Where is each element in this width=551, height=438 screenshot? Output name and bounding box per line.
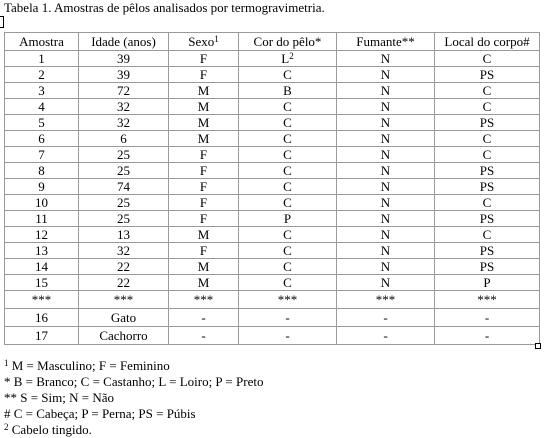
- cell-local-value: PS: [479, 179, 495, 194]
- cell-fumante: [337, 115, 435, 131]
- cell-local: [435, 67, 540, 83]
- samples-table: [4, 32, 540, 345]
- cell-cor-value: -: [285, 328, 290, 343]
- cell-cor-value: C: [283, 259, 292, 274]
- cell-fumante: [337, 291, 435, 309]
- table-row: [5, 179, 540, 195]
- cell-amostra-value: 15: [35, 275, 48, 290]
- cell-idade-value: 6: [120, 131, 127, 146]
- cell-sexo-value: M: [197, 275, 210, 290]
- cell-fumante-value: N: [380, 259, 391, 274]
- cell-fumante: [337, 243, 435, 259]
- cell-local: [435, 327, 540, 345]
- cell-amostra: [5, 179, 79, 195]
- cell-cor-value: C: [283, 99, 292, 114]
- cell-amostra: [5, 275, 79, 291]
- cell-idade: [79, 147, 169, 163]
- cell-cor-value: C: [283, 227, 292, 242]
- cell-sexo: [169, 211, 239, 227]
- cell-idade: [79, 211, 169, 227]
- cell-sexo: [169, 163, 239, 179]
- cell-sexo-value: F: [199, 243, 208, 258]
- cell-sexo: [169, 115, 239, 131]
- cell-sexo-value: -: [201, 328, 206, 343]
- cell-sexo-value: F: [199, 195, 208, 210]
- table-row: [5, 147, 540, 163]
- cell-cor-value: C: [283, 115, 292, 130]
- cell-local-value: PS: [479, 115, 495, 130]
- cell-amostra: [5, 83, 79, 99]
- cell-amostra: [5, 163, 79, 179]
- cell-idade-value: 39: [117, 51, 130, 66]
- cell-idade-value: Gato: [110, 310, 137, 325]
- table-row: [5, 99, 540, 115]
- cell-local: [435, 243, 540, 259]
- cell-local: [435, 309, 540, 327]
- cell-sexo-value: M: [197, 227, 210, 242]
- cell-sexo: [169, 179, 239, 195]
- cell-local-value: PS: [479, 67, 495, 82]
- cell-sexo: [169, 309, 239, 327]
- cell-cor: [239, 99, 337, 115]
- cell-cor-value: C: [283, 163, 292, 178]
- cell-amostra: [5, 147, 79, 163]
- cell-amostra-value: 17: [35, 328, 48, 343]
- cell-fumante-value: N: [380, 147, 391, 162]
- cell-sexo-value: F: [199, 67, 208, 82]
- text-cursor-marker: [0, 16, 4, 28]
- cell-amostra: [5, 327, 79, 345]
- cell-amostra-value: 16: [35, 310, 48, 325]
- cell-sexo: [169, 131, 239, 147]
- cell-amostra: [5, 195, 79, 211]
- cell-idade-value: 22: [117, 259, 130, 274]
- cell-cor-value: C: [283, 195, 292, 210]
- cell-idade: [79, 195, 169, 211]
- table-row: [5, 211, 540, 227]
- table-row: [5, 243, 540, 259]
- cell-local: [435, 51, 540, 67]
- cell-sexo-value: ***: [193, 292, 214, 307]
- cell-fumante: [337, 99, 435, 115]
- cell-cor-value: P: [283, 211, 292, 226]
- cell-fumante: [337, 147, 435, 163]
- cell-sexo-value: F: [199, 179, 208, 194]
- cell-sexo: [169, 243, 239, 259]
- cell-cor: [239, 327, 337, 345]
- cell-cor: [239, 275, 337, 291]
- cell-idade: [79, 259, 169, 275]
- cell-idade-value: 74: [117, 179, 130, 194]
- table-caption: Tabela 1. Amostras de pêlos analisados por termogravimetria.: [4, 0, 325, 15]
- cell-fumante-value: N: [380, 275, 391, 290]
- cell-local: [435, 131, 540, 147]
- cell-sexo-value: F: [199, 163, 208, 178]
- cell-amostra: [5, 131, 79, 147]
- cell-local: [435, 83, 540, 99]
- cell-amostra: [5, 243, 79, 259]
- cell-fumante: [337, 131, 435, 147]
- cell-sexo-value: -: [201, 310, 206, 325]
- cell-idade-value: 25: [117, 147, 130, 162]
- cell-fumante-value: N: [380, 51, 391, 66]
- header-amostra: Amostra: [5, 33, 79, 51]
- table-row: [5, 163, 540, 179]
- cell-fumante-value: ***: [375, 292, 396, 307]
- note-line: [4, 358, 263, 374]
- cell-local-value: PS: [479, 259, 495, 274]
- table-row: [5, 51, 540, 67]
- cell-fumante: [337, 83, 435, 99]
- cell-idade: [79, 227, 169, 243]
- cell-idade: [79, 327, 169, 345]
- cell-cor: [239, 163, 337, 179]
- cell-fumante: [337, 327, 435, 345]
- cell-cor: [239, 243, 337, 259]
- cell-local: [435, 227, 540, 243]
- table-row: [5, 227, 540, 243]
- cell-sexo: [169, 99, 239, 115]
- cell-cor: [239, 227, 337, 243]
- cell-cor-value: B: [283, 83, 292, 98]
- table-row: [5, 131, 540, 147]
- table-notes: [4, 358, 263, 438]
- cell-local: [435, 179, 540, 195]
- cell-idade: [79, 163, 169, 179]
- cell-cor-value: ***: [277, 292, 298, 307]
- cell-local: [435, 291, 540, 309]
- table-row: [5, 195, 540, 211]
- cell-local: [435, 195, 540, 211]
- header-sexo-sup: 1: [214, 34, 219, 44]
- cell-fumante-value: N: [380, 179, 391, 194]
- cell-cor-value: C: [283, 147, 292, 162]
- cell-cor: [239, 179, 337, 195]
- note-text: # C = Cabeça; P = Perna; PS = Púbis: [4, 406, 196, 421]
- cell-local-value: P: [483, 275, 491, 290]
- cell-amostra-value: 4: [38, 99, 45, 114]
- cell-amostra-value: 7: [38, 147, 45, 162]
- note-text: Cabelo tingido.: [8, 422, 92, 437]
- cell-fumante-value: -: [383, 328, 388, 343]
- cell-idade-value: 22: [117, 275, 130, 290]
- cell-cor-value: L: [281, 51, 290, 66]
- cell-sexo: [169, 259, 239, 275]
- table-row: [5, 67, 540, 83]
- cell-amostra-value: 1: [38, 51, 45, 66]
- cell-local-value: PS: [479, 243, 495, 258]
- cell-local-value: C: [482, 195, 492, 210]
- cell-idade-value: 72: [117, 83, 130, 98]
- cell-idade: [79, 115, 169, 131]
- cell-sexo-value: F: [199, 147, 208, 162]
- cell-fumante-value: N: [380, 115, 391, 130]
- cell-idade-value: 32: [117, 243, 130, 258]
- cell-local: [435, 147, 540, 163]
- cell-amostra-value: 2: [38, 67, 45, 82]
- note-text: M = Masculino; F = Feminino: [8, 358, 170, 373]
- cell-amostra-value: 12: [35, 227, 48, 242]
- header-cor: Cor do pêlo*: [239, 33, 337, 51]
- cell-amostra: [5, 115, 79, 131]
- cell-cor-value: C: [283, 179, 292, 194]
- cell-amostra-value: 5: [38, 115, 45, 130]
- cell-amostra-value: ***: [31, 292, 52, 307]
- cell-local-value: C: [482, 147, 492, 162]
- cell-idade: [79, 179, 169, 195]
- cell-idade-value: 25: [117, 195, 130, 210]
- cell-cor-value: -: [285, 310, 290, 325]
- cell-amostra: [5, 309, 79, 327]
- cell-amostra-value: 9: [38, 179, 45, 194]
- cell-fumante: [337, 67, 435, 83]
- cell-cor-value: C: [283, 131, 292, 146]
- table-row: [5, 309, 540, 327]
- cell-amostra: [5, 67, 79, 83]
- cell-amostra-value: 6: [38, 131, 45, 146]
- cell-local-value: PS: [479, 163, 495, 178]
- cell-local: [435, 259, 540, 275]
- cell-sexo-value: M: [197, 115, 210, 130]
- cell-fumante: [337, 163, 435, 179]
- header-local: Local do corpo#: [435, 33, 540, 51]
- header-sexo: [169, 33, 239, 51]
- table-header-row: [5, 33, 540, 51]
- cell-idade: [79, 99, 169, 115]
- cell-cor: [239, 259, 337, 275]
- cell-idade-value: 13: [117, 227, 130, 242]
- cell-fumante-value: N: [380, 67, 391, 82]
- cell-cor-value: C: [283, 275, 292, 290]
- cell-idade-value: Cachorro: [99, 328, 148, 343]
- cell-idade: [79, 275, 169, 291]
- cell-amostra-value: 13: [35, 243, 48, 258]
- cell-fumante-value: N: [380, 227, 391, 242]
- note-line: [4, 406, 263, 422]
- cell-sexo-value: F: [199, 211, 208, 226]
- cell-amostra-value: 3: [38, 83, 45, 98]
- cell-fumante-value: N: [380, 99, 391, 114]
- cell-fumante: [337, 227, 435, 243]
- cell-cor: [239, 195, 337, 211]
- cell-cor: [239, 309, 337, 327]
- cell-fumante: [337, 195, 435, 211]
- cell-idade-value: 25: [117, 163, 130, 178]
- cell-local: [435, 115, 540, 131]
- cell-local: [435, 211, 540, 227]
- cell-local-value: C: [482, 99, 492, 114]
- cell-fumante-value: N: [380, 211, 391, 226]
- cell-sexo: [169, 51, 239, 67]
- cell-fumante: [337, 259, 435, 275]
- cell-local-value: -: [484, 328, 490, 343]
- cell-idade: [79, 309, 169, 327]
- cell-idade: [79, 51, 169, 67]
- table-row: [5, 83, 540, 99]
- cell-idade-value: ***: [113, 292, 134, 307]
- cell-cor-sup: 2: [289, 51, 294, 61]
- cell-local-value: C: [482, 83, 492, 98]
- cell-sexo: [169, 227, 239, 243]
- note-sup: 1: [4, 358, 9, 368]
- cell-amostra: [5, 51, 79, 67]
- cell-sexo: [169, 83, 239, 99]
- cell-fumante-value: N: [380, 131, 391, 146]
- cell-amostra: [5, 259, 79, 275]
- note-line: [4, 374, 263, 390]
- cell-fumante: [337, 211, 435, 227]
- cell-local: [435, 163, 540, 179]
- cell-amostra: [5, 99, 79, 115]
- note-sup: 2: [4, 422, 9, 432]
- cell-fumante-value: N: [380, 195, 391, 210]
- cell-cor-value: C: [283, 67, 292, 82]
- cell-local-value: PS: [479, 211, 495, 226]
- cell-idade: [79, 131, 169, 147]
- cell-sexo: [169, 275, 239, 291]
- note-text: ** S = Sim; N = Não: [4, 390, 115, 405]
- cell-fumante: [337, 275, 435, 291]
- cell-cor: [239, 211, 337, 227]
- header-fumante: Fumante**: [337, 33, 435, 51]
- cell-local-value: C: [482, 227, 492, 242]
- cell-cor-value: C: [283, 243, 292, 258]
- cell-local: [435, 275, 540, 291]
- cell-amostra: [5, 227, 79, 243]
- note-line: [4, 390, 263, 406]
- table-row: [5, 275, 540, 291]
- cell-idade: [79, 67, 169, 83]
- cell-amostra-value: 10: [35, 195, 48, 210]
- cell-idade-value: 32: [117, 115, 130, 130]
- cell-cor: [239, 51, 337, 67]
- table-row: [5, 115, 540, 131]
- cell-local: [435, 99, 540, 115]
- cell-amostra: [5, 211, 79, 227]
- cell-cor: [239, 67, 337, 83]
- cell-local-value: C: [482, 51, 492, 66]
- table-row: [5, 291, 540, 309]
- table-resize-handle[interactable]: [535, 343, 541, 349]
- cell-sexo-value: M: [197, 99, 210, 114]
- header-sexo-label: Sexo: [188, 34, 215, 49]
- cell-fumante-value: N: [380, 163, 391, 178]
- cell-amostra-value: 14: [35, 259, 48, 274]
- cell-idade-value: 39: [117, 67, 130, 82]
- cell-idade: [79, 243, 169, 259]
- cell-cor: [239, 291, 337, 309]
- cell-fumante-value: N: [380, 243, 391, 258]
- cell-sexo: [169, 195, 239, 211]
- table-row: [5, 259, 540, 275]
- cell-sexo-value: M: [197, 131, 210, 146]
- cell-fumante-value: -: [383, 310, 388, 325]
- cell-sexo: [169, 291, 239, 309]
- header-idade: Idade (anos): [79, 33, 169, 51]
- cell-cor: [239, 131, 337, 147]
- note-text: * B = Branco; C = Castanho; L = Loiro; P = Preto: [4, 374, 264, 389]
- cell-sexo: [169, 147, 239, 163]
- table-body: [5, 51, 540, 345]
- cell-idade-value: 25: [117, 211, 130, 226]
- cell-idade: [79, 83, 169, 99]
- cell-local-value: ***: [477, 292, 497, 307]
- cell-sexo-value: M: [197, 259, 210, 274]
- cell-sexo: [169, 327, 239, 345]
- cell-amostra-value: 11: [35, 211, 48, 226]
- cell-amostra: [5, 291, 79, 309]
- cell-cor: [239, 147, 337, 163]
- cell-sexo-value: M: [197, 83, 210, 98]
- cell-fumante: [337, 309, 435, 327]
- cell-local-value: -: [484, 310, 490, 325]
- cell-local-value: C: [482, 131, 492, 146]
- cell-sexo: [169, 67, 239, 83]
- cell-sexo-value: F: [199, 51, 208, 66]
- cell-cor: [239, 115, 337, 131]
- table-row: [5, 327, 540, 345]
- cell-amostra-value: 8: [38, 163, 45, 178]
- cell-idade: [79, 291, 169, 309]
- cell-fumante: [337, 179, 435, 195]
- cell-fumante-value: N: [380, 83, 391, 98]
- cell-cor: [239, 83, 337, 99]
- cell-idade-value: 32: [117, 99, 130, 114]
- cell-fumante: [337, 51, 435, 67]
